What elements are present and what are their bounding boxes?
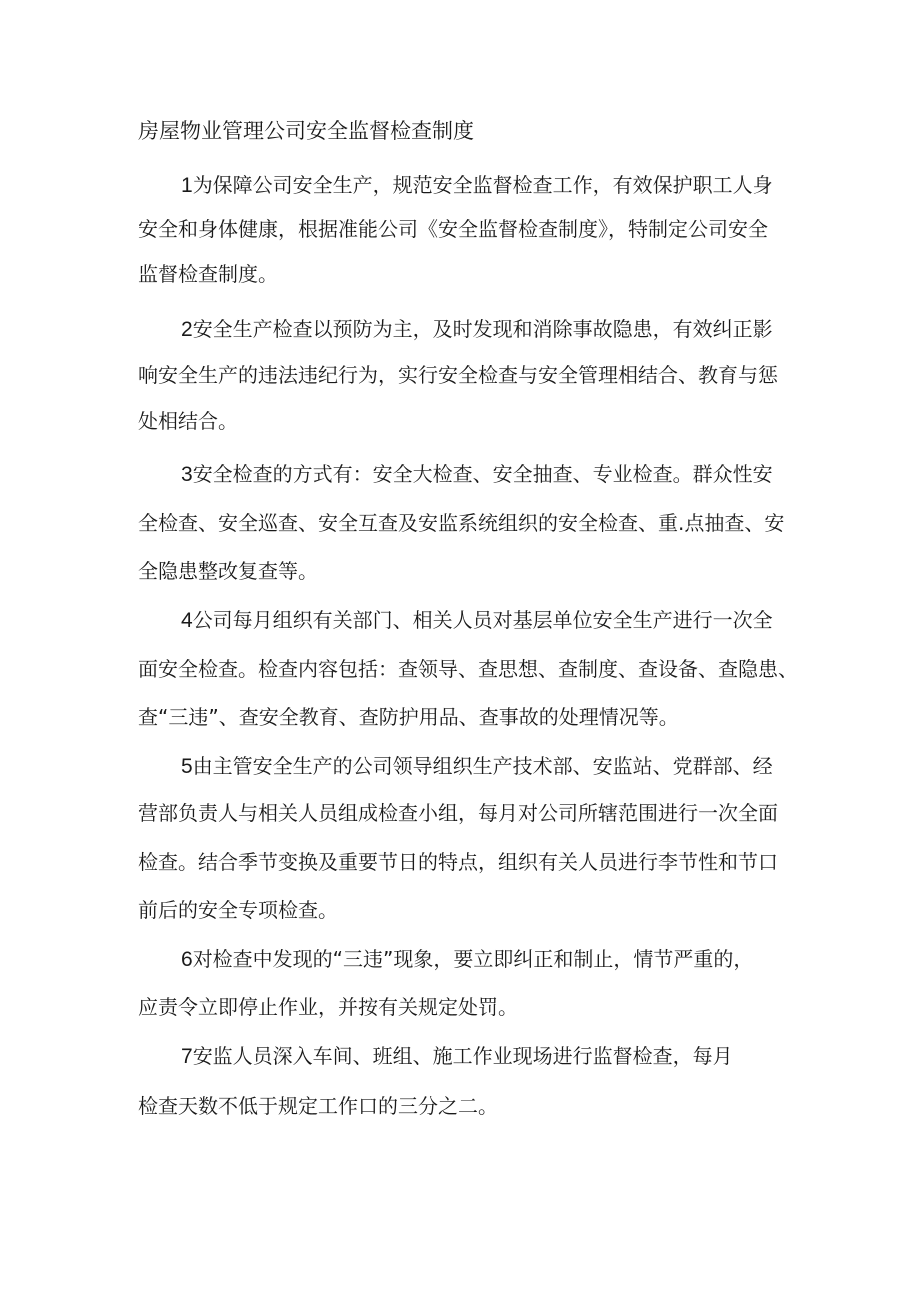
clause-number: 3 [181, 463, 193, 486]
clause-5-line-1 [181, 751, 773, 782]
clause-5-line-3: 检查。结合季节变换及重要节日的特点，组织有关人员进行李节性和节口 [138, 850, 778, 874]
clause-6-line-2: 应责令立即停止作业，并按有关规定处罚。 [138, 995, 518, 1019]
clause-3-line-2: 全检查、安全巡查、安全互查及安监系统组织的安全检查、重.点抽查、安 [138, 511, 785, 535]
clause-4-line-3: 查“三违”、查安全教育、查防护用品、查事故的处理情况等。 [138, 705, 679, 729]
clause-1-line-3: 监督检查制度。 [138, 262, 278, 286]
clause-number: 4 [181, 609, 193, 632]
clause-number: 7 [181, 1045, 193, 1068]
clause-text: 安监人员深入车间、班组、施工作业现场进行监督检查，每月 [192, 1044, 733, 1068]
clause-text: 公司每月组织有关部门、相关人员对基层单位安全生产进行一次全 [192, 608, 773, 632]
clause-text: 对检查中发现的“三违”现象，要立即纠正和制止，情节严重的， [192, 947, 754, 971]
clause-number: 2 [181, 318, 193, 341]
clause-text: 安全生产检查以预防为主，及时发现和消除事故隐患，有效纠正影 [192, 317, 773, 341]
clause-4-line-1 [181, 605, 773, 636]
clause-text: 为保障公司安全生产，规范安全监督检查工作，有效保护职工人身 [192, 173, 773, 197]
clause-number: 1 [181, 174, 193, 197]
clause-1-line-1 [181, 170, 773, 201]
clause-2-line-2: 响安全生产的违法违纪行为，实行安全检查与安全管理相结合、教育与惩 [138, 363, 778, 387]
clause-number: 6 [181, 948, 193, 971]
clause-5-line-4: 前后的安全专项检查。 [138, 898, 338, 922]
document-title: 房屋物业管理公司安全监督检查制度 [138, 119, 474, 143]
clause-2-line-1 [181, 314, 773, 345]
clause-3-line-1 [181, 459, 773, 490]
clause-5-line-2: 营部负责人与相关人员组成检查小组，每月对公司所辖范围进行一次全面 [138, 801, 778, 825]
clause-7-line-1 [181, 1041, 733, 1072]
clause-2-line-3: 处相结合。 [138, 409, 238, 433]
clause-1-line-2: 安全和身体健康，根据准能公司《安全监督检查制度》，特制定公司安全 [138, 217, 768, 241]
clause-number: 5 [181, 755, 193, 778]
clause-6-line-1 [181, 944, 753, 975]
clause-7-line-2: 检查天数不低于规定工作口的三分之二。 [138, 1094, 498, 1118]
clause-text: 安全检查的方式有：安全大检查、安全抽查、专业检查。群众性安 [192, 462, 773, 486]
clause-4-line-2: 面安全检查。检查内容包括：查领导、查思想、查制度、查设备、查隐患、 [138, 657, 798, 681]
clause-3-line-3: 全隐患整改复查等。 [138, 559, 318, 583]
clause-text: 由主管安全生产的公司领导组织生产技术部、安监站、党群部、经 [192, 754, 773, 778]
